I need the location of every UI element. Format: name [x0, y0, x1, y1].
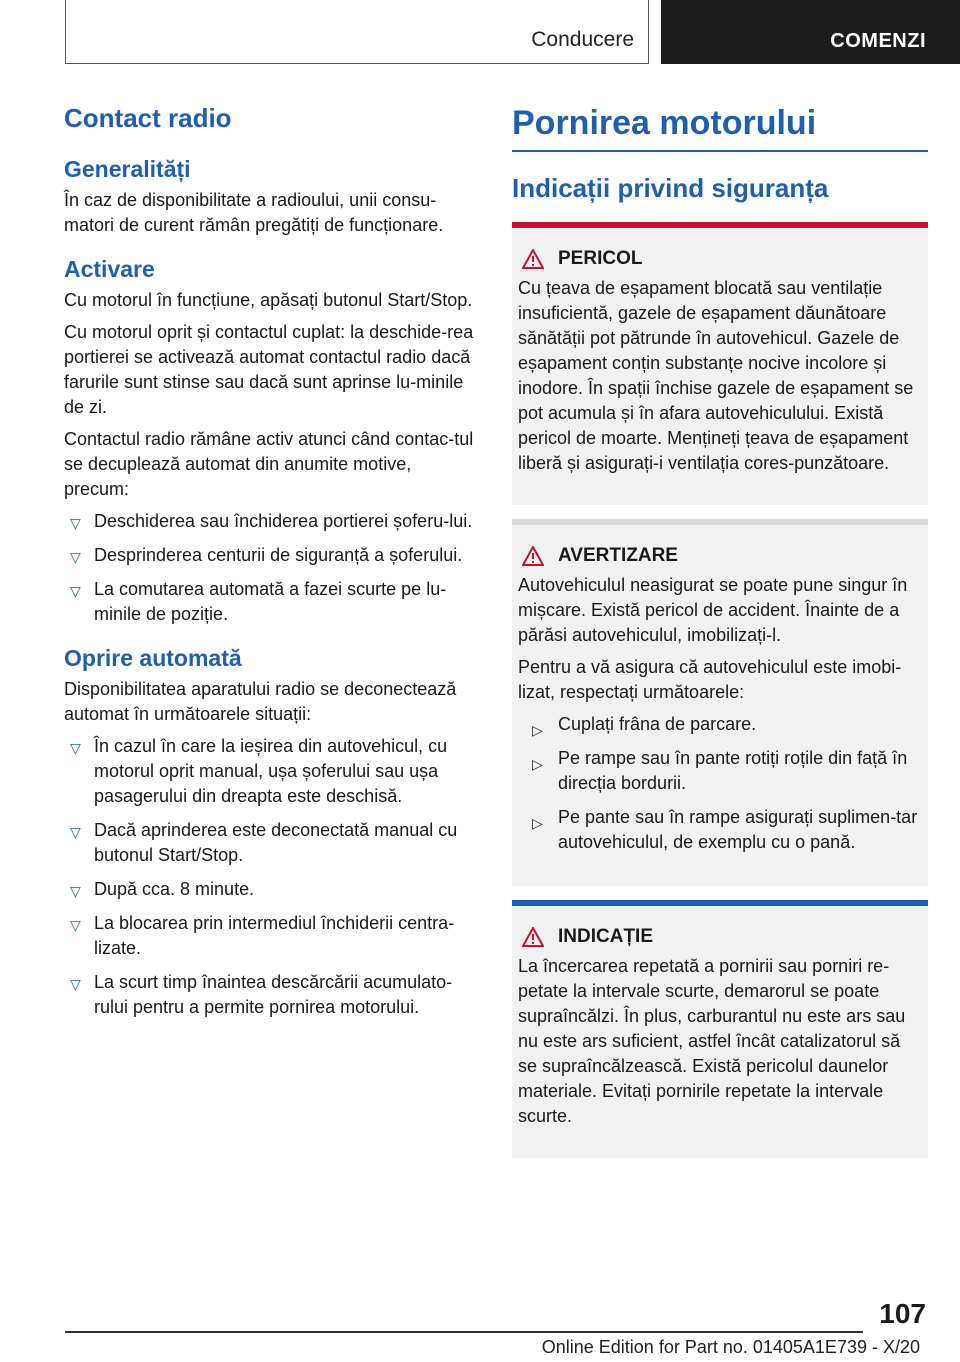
list-bullet-icon: ▽ [70, 549, 81, 565]
danger-box [512, 222, 928, 505]
warning-label: AVERTIZARE [558, 544, 678, 566]
right-column [512, 98, 928, 1172]
page-number: 107 [879, 1298, 926, 1329]
list-bullet-icon: ▽ [70, 824, 81, 840]
list-item: ▷ Pe rampe sau în pante rotiți roțile din față în direcția bordurii. [532, 747, 908, 793]
footer-edition: Online Edition for Part no. 01405A1E739 - X/20 [541, 1337, 920, 1357]
warning-bar [512, 519, 928, 525]
header-section-box [65, 0, 649, 64]
footer-divider [65, 1331, 863, 1333]
danger-bar [512, 222, 928, 228]
heading-generalitati: Generalități [64, 156, 191, 182]
header-chapter-tab [661, 0, 960, 64]
list-item: ▽ Deschiderea sau închiderea portierei șoferu-lui. [64, 509, 480, 534]
list-bullet-icon: ▽ [70, 976, 81, 992]
warning-text-2: Pentru a vă asigura că autovehiculul este imobi-lizat, respectați următoarele: [518, 656, 902, 702]
list-bullet-icon: ▽ [70, 740, 81, 756]
notice-text: La încercarea repetată a pornirii sau porniri re-petate la intervale scurte, demarorul se poate supraîncălzi. În plus, carburantul nu este ars sau nu este ars suficient, astfel încât catalizatorul să se supraîncălzească. Există pericolul daunelor materiale. Evitați pornirile repetate la intervale scurte. [518, 955, 906, 1126]
left-column [64, 98, 480, 1029]
paragraph-activare-3: Contactul radio rămâne activ atunci când contac-tul se decuplează automat din anumite motive, precum: [64, 429, 474, 499]
list-item: ▽ Dacă aprinderea este deconectată manual cu butonul Start/Stop. [70, 820, 458, 865]
activare-list [64, 509, 480, 627]
oprire-list [64, 734, 480, 1020]
list-item: ▽ La blocarea prin intermediul închiderii centra-lizate. [70, 913, 455, 958]
list-item: ▽ În cazul în care la ieșirea din autovehicul, cu motorul oprit manual, ușa șoferului sau ușa pasagerului din dreapta este deschisă. [70, 736, 448, 806]
list-item: ▷ Cuplați frâna de parcare. [518, 712, 922, 737]
list-bullet-icon: ▷ [532, 755, 543, 772]
header-section-title: Conducere [531, 28, 634, 51]
list-bullet-icon: ▽ [70, 883, 81, 899]
danger-label: PERICOL [558, 247, 643, 269]
chapter-title-pornirea-motorului: Pornirea motorului [512, 104, 817, 142]
list-item: ▽ La comutarea automată a fazei scurte pe lu-minile de poziție. [70, 579, 447, 624]
heading-oprire-automata: Oprire automată [64, 645, 242, 671]
list-bullet-icon: ▷ [532, 721, 543, 738]
paragraph-activare-1: Cu motorul în funcțiune, apăsați butonul Start/Stop. [64, 290, 473, 310]
danger-text: Cu țeava de eșapament blocată sau ventilație insuficientă, gazele de eșapament dăunătoare sănătății pot pătrunde în autovehicul. Gazele de eșapament conțin substanțe nocive incolore și inodore. În spații închise gazele de eșapament se pot acumula și în afara autovehiculului. Există pericol de moarte. Mențineți țeava de eșapament liberă și asigurați-i ventilația cores-punzătoare. [518, 277, 914, 473]
title-divider [512, 150, 928, 152]
list-item: ▽ La scurt timp înaintea descărcării acumulato-rului pentru a permite pornirea motorului. [70, 972, 453, 1017]
warning-list [518, 712, 922, 855]
warning-box [512, 519, 928, 886]
heading-indicatii-siguranta: Indicații privind siguranța [512, 172, 829, 203]
paragraph-generalitati: În caz de disponibilitate a radioului, unii consu-matori de curent rămân pregătiți de funcționare. [64, 190, 444, 235]
paragraph-activare-2: Cu motorul oprit și contactul cuplat: la deschide-rea portierei se activează automat contactul radio dacă farurile sunt stinse sau dacă sunt aprinse lu-minile de zi. [64, 322, 474, 417]
notice-label: INDICAȚIE [558, 925, 653, 947]
notice-bar [512, 900, 928, 906]
notice-box [512, 900, 928, 1158]
header-chapter-title: COMENZI [830, 30, 926, 52]
list-item: ▽ Desprinderea centurii de siguranță a șoferului. [64, 543, 480, 568]
warning-text-1: Autovehiculul neasigurat se poate pune singur în mișcare. Există pericol de accident. Înainte de a părăsi autovehiculul, imobilizați-l. [518, 574, 908, 645]
list-bullet-icon: ▷ [532, 814, 543, 831]
list-bullet-icon: ▽ [70, 583, 81, 599]
list-bullet-icon: ▽ [70, 917, 81, 933]
heading-activare: Activare [64, 256, 155, 282]
warning-triangle-icon [522, 249, 544, 269]
warning-triangle-icon [522, 546, 544, 566]
list-item: ▷ Pe pante sau în rampe asigurați suplimen-tar autovehiculul, de exemplu cu o pană. [532, 806, 918, 852]
section-title-contact-radio: Contact radio [64, 103, 232, 133]
list-item: ▽ După cca. 8 minute. [64, 877, 480, 902]
warning-triangle-icon [522, 927, 544, 947]
list-bullet-icon: ▽ [70, 515, 81, 531]
paragraph-oprire: Disponibilitatea aparatului radio se deconectează automat în următoarele situații: [64, 679, 457, 724]
